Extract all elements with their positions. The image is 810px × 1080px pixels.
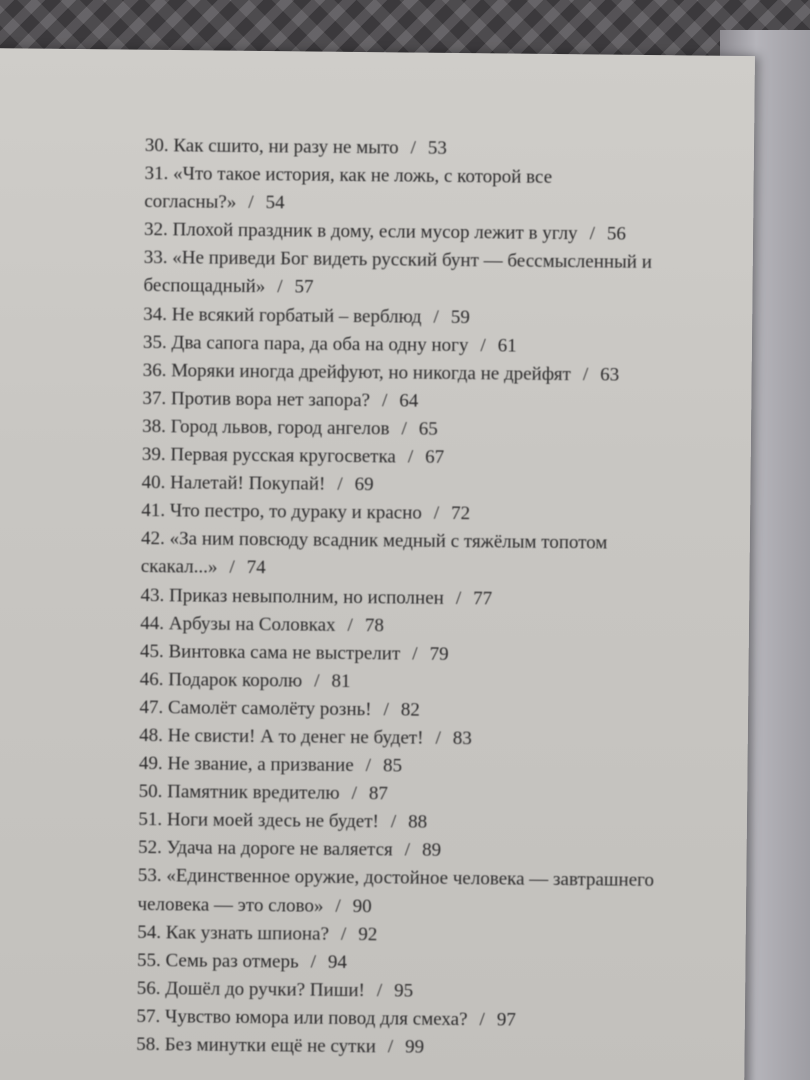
page-separator: / [387, 1036, 394, 1058]
entry-number: 36. [142, 359, 167, 381]
entry-page-number: 97 [496, 1009, 516, 1031]
entry-number: 33. [143, 247, 168, 269]
entry-title: Как сшито, ни разу не мыто [173, 135, 399, 159]
entry-title: Дошёл до ручки? Пиши! [165, 978, 365, 1001]
entry-number: 55. [136, 949, 161, 971]
page-separator: / [479, 1009, 485, 1031]
table-of-contents [136, 132, 745, 1065]
entry-number: 49. [138, 753, 163, 775]
page-separator: / [383, 699, 389, 721]
entry-page-number: 74 [246, 557, 266, 579]
entry-title: Без минутки ещё не сутки [164, 1034, 376, 1058]
entry-number: 51. [138, 809, 163, 831]
entry-page-number: 90 [352, 895, 372, 917]
entry-page-number: 94 [327, 951, 348, 973]
page-separator: / [401, 418, 407, 440]
entry-title: Памятник вредителю [167, 781, 340, 805]
entry-number: 32. [143, 219, 168, 241]
page-separator: / [229, 557, 235, 579]
page-separator: / [410, 137, 416, 159]
toc-entry [144, 160, 665, 221]
page-separator: / [248, 192, 254, 214]
entry-page-number: 53 [427, 137, 447, 159]
page-separator: / [435, 727, 441, 749]
entry-page-number: 77 [473, 587, 493, 609]
entry-title: Подарок королю [168, 669, 303, 692]
entry-number: 40. [141, 472, 166, 494]
entry-title: Не всякий горбатый – верблюд [171, 303, 422, 328]
entry-title: Приказ невыполним, но исполнен [168, 584, 444, 609]
entry-title: Город львов, город ангелов [170, 416, 390, 440]
page-separator: / [340, 923, 347, 945]
entry-page-number: 82 [400, 699, 420, 721]
entry-number: 45. [139, 640, 164, 662]
page-separator: / [381, 390, 388, 412]
entry-title: «Не приведи Бог видеть русский бунт — бессмысленный и беспощадный» [143, 247, 653, 298]
entry-title: Два сапога пара, да оба на одну ногу [171, 331, 469, 356]
entry-page-number: 95 [394, 980, 414, 1002]
toc-entry [137, 862, 658, 923]
entry-title: «За ним повсюду всадник медный с тяжёлым топотом скакал...» [140, 528, 608, 579]
entry-number: 57. [136, 1005, 161, 1028]
entry-title: Семь раз отмерь [165, 949, 299, 973]
entry-number: 56. [136, 977, 161, 1000]
entry-page-number: 85 [382, 755, 403, 777]
entry-number: 39. [141, 444, 166, 466]
entry-number: 47. [139, 696, 164, 719]
entry-title: Как узнать шпиона? [165, 921, 330, 945]
page-separator: / [314, 670, 320, 692]
page-separator: / [582, 363, 589, 386]
entry-title: Удача на дороге не валяется [166, 837, 393, 861]
entry-page-number: 59 [450, 306, 470, 328]
page-separator: / [376, 980, 383, 1002]
entry-page-number: 64 [399, 390, 419, 412]
page-separator: / [589, 223, 595, 245]
entry-title: «Единственное оружие, достойное человека — завтрашнего человека — это слово» [137, 865, 655, 917]
entry-page-number: 56 [606, 223, 626, 245]
entry-title: Чувство юмора или повод для смеха? [164, 1006, 468, 1031]
page-separator: / [390, 811, 397, 833]
entry-number: 53. [137, 865, 162, 887]
entry-page-number: 92 [358, 923, 378, 945]
entry-title: Что пестро, то дураку и красно [169, 500, 422, 524]
entry-page-number: 81 [331, 670, 351, 692]
entry-number: 30. [144, 134, 169, 157]
entry-title: Не звание, а призвание [167, 753, 354, 777]
page-separator: / [480, 334, 486, 356]
entry-page-number: 65 [418, 418, 438, 440]
page-separator: / [277, 276, 283, 298]
page-separator: / [412, 643, 418, 665]
entry-page-number: 54 [265, 192, 285, 214]
entry-number: 37. [142, 387, 167, 410]
entry-page-number: 72 [451, 503, 471, 525]
page-separator: / [407, 446, 414, 468]
entry-title: «Что такое история, как не ложь, с которой все согласны?» [144, 163, 553, 214]
entry-page-number: 63 [600, 364, 620, 386]
entry-title: Против вора нет запора? [170, 388, 371, 412]
toc-entry [143, 244, 664, 305]
entry-page-number: 78 [364, 614, 384, 636]
entry-title: Плохой праздник в дому, если мусор лежит в углу [172, 219, 578, 245]
entry-page-number: 83 [452, 727, 472, 750]
page-separator: / [310, 951, 317, 973]
entry-number: 46. [139, 668, 164, 690]
page-separator: / [335, 895, 341, 917]
entry-page-number: 61 [497, 335, 517, 357]
entry-number: 42. [140, 528, 165, 550]
entry-number: 58. [136, 1033, 161, 1056]
page-separator: / [347, 614, 353, 636]
entry-title: Самолёт самолёту рознь! [167, 697, 372, 721]
entry-title: Моряки иногда дрейфуют, но никогда не дрейфят [171, 360, 572, 385]
entry-page-number: 67 [425, 446, 445, 468]
entry-number: 35. [142, 331, 167, 353]
entry-title: Первая русская кругосветка [170, 444, 396, 468]
entry-number: 52. [138, 837, 162, 859]
page-separator: / [433, 503, 440, 525]
entry-page-number: 87 [368, 783, 388, 805]
entry-page-number: 89 [421, 840, 442, 862]
entry-page-number: 57 [294, 276, 314, 299]
page-separator: / [351, 783, 357, 805]
entry-page-number: 99 [405, 1036, 425, 1058]
entry-number: 50. [138, 781, 163, 803]
entry-number: 41. [141, 500, 166, 522]
page-separator: / [365, 755, 372, 777]
entry-number: 43. [140, 584, 165, 606]
page-separator: / [433, 306, 439, 328]
entry-number: 34. [143, 303, 168, 325]
entry-page-number: 88 [408, 811, 428, 833]
page-separator: / [337, 473, 343, 496]
page-separator: / [404, 839, 411, 861]
entry-number: 48. [139, 724, 164, 747]
entry-number: 44. [140, 612, 165, 634]
entry-title: Налетай! Покупай! [170, 472, 326, 495]
entry-title: Винтовка сама не выстрелит [168, 640, 401, 665]
page-separator: / [455, 587, 462, 609]
toc-entry [141, 525, 662, 586]
entry-number: 54. [137, 921, 162, 943]
toc-entry [136, 1031, 736, 1065]
entry-page-number: 69 [354, 474, 374, 496]
entry-page-number: 79 [429, 643, 449, 665]
entry-number: 31. [144, 163, 169, 185]
entry-title: Ноги моей здесь не будет! [166, 809, 379, 833]
entry-title: Арбузы на Соловках [168, 612, 336, 636]
entry-title: Не свисти! А то денег не будет! [167, 725, 424, 749]
entry-number: 38. [142, 415, 167, 438]
